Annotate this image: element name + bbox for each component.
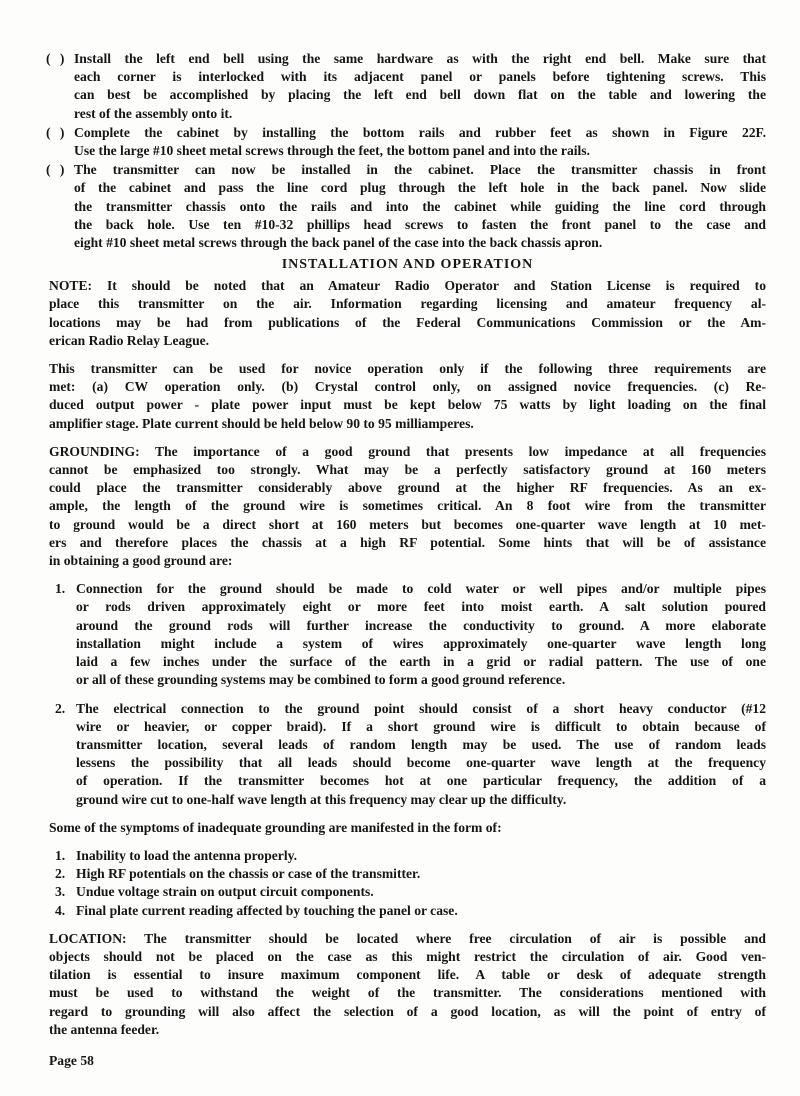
symptom-item <box>49 883 766 901</box>
symptoms-intro <box>49 819 766 837</box>
symptom-text: Undue voltage strain on output circuit components. <box>76 884 374 900</box>
text-line: GROUNDING: The importance of a good ground that presents low impedance at all frequencies <box>49 443 766 459</box>
location-paragraph <box>49 930 766 1039</box>
text-line: rest of the assembly onto it. <box>74 105 233 121</box>
item-body <box>74 50 766 123</box>
text-line: regard to grounding will also affect the selection of a good location, as will the point of entry of <box>49 1003 766 1019</box>
checkbox-marker: ( ) <box>46 51 68 66</box>
assembly-step-left-end-bell <box>46 50 766 123</box>
text-line: This transmitter can be used for novice operation only if the following three requirements are <box>49 361 766 377</box>
text-line: the antenna feeder. <box>49 1021 160 1037</box>
text-line: of operation. If the transmitter becomes hot at one particular frequency, the addition of a <box>76 773 766 789</box>
text-line: eight #10 sheet metal screws through the back panel of the case into the back chassis apron. <box>74 235 603 251</box>
symptom-text: High RF potentials on the chassis or case of the transmitter. <box>76 866 421 882</box>
text-line: or all of these grounding systems may be combined to form a good ground reference. <box>76 672 566 688</box>
text-line: ground wire cut to one-half wave length at this frequency may clear up the difficulty. <box>76 791 567 807</box>
text-line: around the ground rods will further increase the conductivity to ground. A more elaborate <box>76 617 766 633</box>
item-body <box>74 161 766 252</box>
text-line: transmitter location, several leads of random length may be used. The use of random leads <box>76 736 766 752</box>
text-line: NOTE: It should be noted that an Amateur Radio Operator and Station License is required to <box>49 278 766 294</box>
page-number: Page 58 <box>49 1052 94 1068</box>
text-line: lessens the possibility that all leads should become one-quarter wave length at the frequency <box>76 755 766 771</box>
text-line: ers and therefore places the chassis at a high RF potential. Some hints that will be of assistance <box>49 534 766 550</box>
text-line: the transmitter chassis onto the rails and into the cabinet while guiding the line cord through <box>74 198 766 214</box>
symptoms-list <box>49 847 766 920</box>
item-body <box>74 124 766 160</box>
text-line: Use the large #10 sheet metal screws through the feet, the bottom panel and into the rails. <box>74 143 590 159</box>
text-line: of the cabinet and pass the line cord plug through the left hole in the back panel. Now slide <box>74 180 766 196</box>
text-line: can best be accomplished by placing the left end bell down flat on the table and lowering the <box>74 87 766 103</box>
symptom-item <box>49 902 766 920</box>
item-body <box>76 580 766 689</box>
list-number: 1. <box>55 581 66 597</box>
text-line: to ground would be a direct short at 160 meters but becomes one-quarter wave length at 10 met- <box>49 516 766 532</box>
list-number: 4. <box>55 902 66 918</box>
text-line: ample, the length of the ground wire is sometimes critical. An 8 foot wire from the transmitter <box>49 498 766 514</box>
text-line: installation might include a system of wires approximately one-quarter wave length long <box>76 635 766 651</box>
text-line: place this transmitter on the air. Information regarding licensing and amateur frequency al- <box>49 296 766 312</box>
text-line: Complete the cabinet by installing the bottom rails and rubber feet as shown in Figure 22F. <box>74 124 766 140</box>
grounding-paragraph <box>49 443 766 570</box>
text-line: erican Radio Relay League. <box>49 332 210 348</box>
symptom-text: Inability to load the antenna properly. <box>76 847 298 863</box>
note-paragraph <box>49 277 766 350</box>
text-line: or rods driven approximately eight or more feet into moist earth. A salt solution poured <box>76 599 766 615</box>
checkbox-marker: ( ) <box>46 124 68 140</box>
symptom-text: Final plate current reading affected by touching the panel or case. <box>76 902 458 918</box>
list-number: 1. <box>55 847 66 863</box>
item-body <box>76 700 766 809</box>
text-line: locations may be had from publications of the Federal Communications Commission or the Am- <box>49 314 766 330</box>
page-content <box>46 50 766 1070</box>
grounding-hint-1 <box>49 580 766 689</box>
text-line: wire or heavier, or copper braid). If a short ground wire is difficult to obtain because of <box>76 718 766 734</box>
text-line: must be used to withstand the weight of the transmitter. The considerations mentioned with <box>49 985 766 1001</box>
text-line: duced output power - plate power input must be kept below 75 watts by light loading on the final <box>49 397 766 413</box>
section-heading-installation-and-operation: INSTALLATION AND OPERATION <box>281 257 534 273</box>
grounding-hint-2 <box>49 700 766 809</box>
text-line: the back hole. Use ten #10-32 phillips head screws to fasten the front panel to the case and <box>74 216 766 232</box>
symptom-item <box>49 847 766 865</box>
text-line: cannot be emphasized too strongly. What may be a perfectly satisfactory ground at 160 meters <box>49 462 766 478</box>
checkbox-marker: ( ) <box>46 162 68 178</box>
text-line: laid a few inches under the surface of the earth in a grid or radial pattern. The use of one <box>76 654 766 670</box>
list-number: 2. <box>55 866 66 882</box>
text-line: Some of the symptoms of inadequate grounding are manifested in the form of: <box>49 819 502 835</box>
text-line: amplifier stage. Plate current should be held below 90 to 95 milliamperes. <box>49 415 474 431</box>
text-line: met: (a) CW operation only. (b) Crystal control only, on assigned novice frequencies. (c) Re- <box>49 379 766 395</box>
text-line: each corner is interlocked with its adjacent panel or panels before tightening screws. This <box>74 69 766 85</box>
assembly-step-install-transmitter <box>46 161 766 252</box>
text-line: The electrical connection to the ground point should consist of a short heavy conductor (#12 <box>76 700 766 716</box>
list-number: 3. <box>55 884 66 900</box>
text-line: tilation is essential to insure maximum component life. A table or desk of adequate strength <box>49 967 766 983</box>
text-line: in obtaining a good ground are: <box>49 553 233 569</box>
text-line: Install the left end bell using the same hardware as with the right end bell. Make sure that <box>74 51 766 66</box>
text-line: LOCATION: The transmitter should be located where free circulation of air is possible and <box>49 930 766 946</box>
text-line: Connection for the ground should be made to cold water or well pipes and/or multiple pipes <box>76 581 766 597</box>
list-number: 2. <box>55 700 66 716</box>
text-line: objects should not be placed on the case as this might restrict the circulation of air. Good ven- <box>49 948 766 964</box>
novice-operation-paragraph <box>49 360 766 433</box>
assembly-step-bottom-rails <box>46 124 766 160</box>
symptom-item <box>49 865 766 883</box>
text-line: The transmitter can now be installed in the cabinet. Place the transmitter chassis in front <box>74 162 766 178</box>
text-line: could place the transmitter considerably above ground at the higher RF frequencies. As an ex- <box>49 480 766 496</box>
